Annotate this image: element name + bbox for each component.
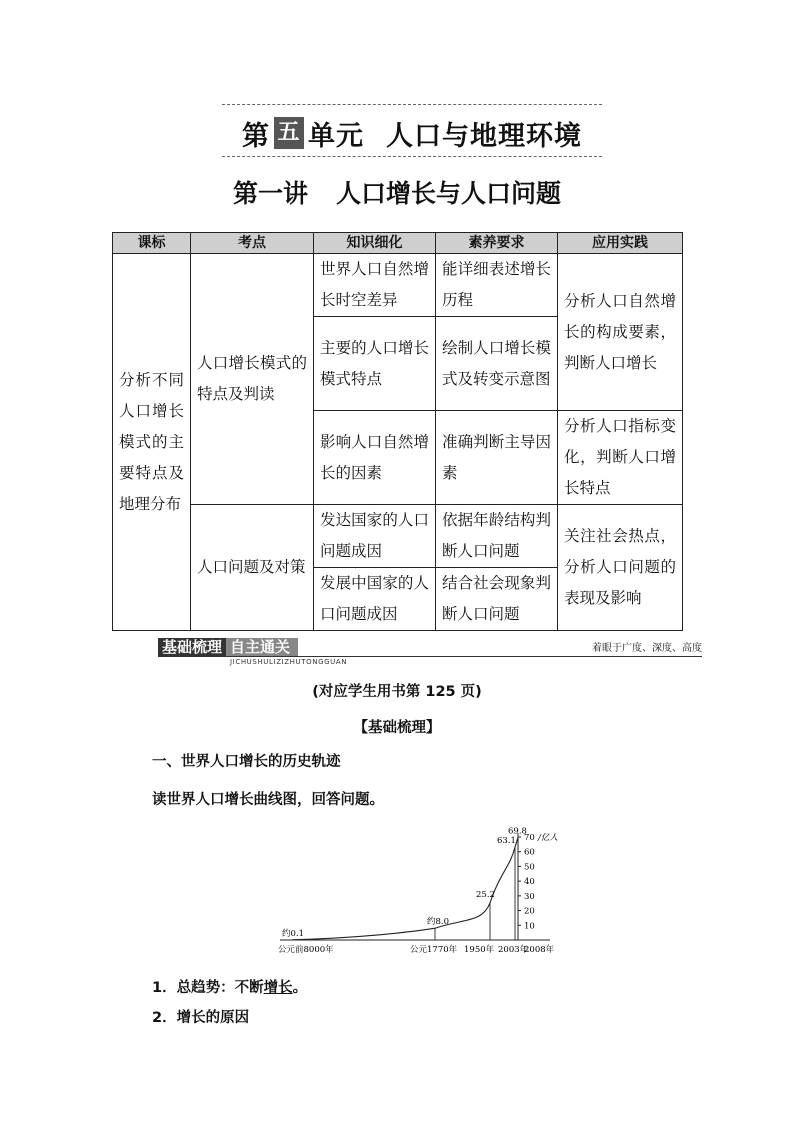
y-tick-label: 60: [524, 847, 535, 858]
banner-label-main: 基础梳理: [158, 638, 226, 656]
table-row: [113, 254, 683, 317]
point-label: 约0.1: [282, 928, 305, 939]
header-practice: 应用实践: [558, 233, 683, 254]
section-title: 一、世界人口增长的历史轨迹: [152, 754, 341, 770]
knowledge-cell: 世界人口自然增长时空差异: [314, 254, 436, 317]
unit-suffix: 单元: [308, 120, 364, 152]
instruction-text: 读世界人口增长曲线图，回答问题。: [152, 792, 384, 808]
table-row: [113, 505, 683, 568]
header-literacy: 素养要求: [436, 233, 558, 254]
y-tick-label: 10: [524, 921, 535, 932]
unit-header-top-rule: [222, 104, 602, 105]
literacy-cell: 绘制人口增长模式及转变示意图: [436, 317, 558, 411]
item-1: [152, 976, 307, 997]
x-tick-label: 公元1770年: [410, 945, 458, 955]
banner-label-sub: 自主通关: [226, 638, 298, 656]
practice-cell: 分析人口自然增长的构成要素，判断人口增长: [558, 254, 683, 411]
unit-prefix: 第: [242, 120, 270, 152]
population-growth-chart: [260, 818, 580, 966]
section-banner: [112, 636, 702, 666]
header-exam-point: 考点: [191, 233, 314, 254]
literacy-cell: 依据年龄结构判断人口问题: [436, 505, 558, 568]
x-tick-label: 2008年: [524, 945, 555, 955]
y-tick-label: 50: [524, 862, 535, 873]
banner-rule: [158, 656, 702, 657]
unit-header-bottom-rule: [222, 156, 602, 157]
unit-header: [222, 108, 602, 158]
practice-cell: 分析人口指标变化，判断人口增长特点: [558, 411, 683, 505]
header-curriculum: 课标: [113, 233, 191, 254]
curriculum-cell: 分析不同人口增长模式的主要特点及地理分布: [113, 254, 191, 631]
banner-pinyin: JICHUSHULIZIZHUTONGGUAN: [230, 658, 348, 666]
item-1-prefix: 1．总趋势：不断: [152, 980, 264, 996]
y-tick-label: 30: [524, 891, 535, 902]
lecture-title: [0, 174, 794, 210]
knowledge-cell: 发展中国家的人口问题成因: [314, 568, 436, 631]
literacy-cell: 准确判断主导因素: [436, 411, 558, 505]
topic-cell: 人口问题及对策: [191, 505, 314, 631]
literacy-cell: 结合社会现象判断人口问题: [436, 568, 558, 631]
banner-note: 着眼于广度、深度、高度: [592, 643, 702, 654]
item-2: 2．增长的原因: [152, 1010, 250, 1026]
lecture-number: 第一讲: [232, 179, 308, 208]
item-1-suffix: 。: [292, 980, 308, 996]
table-header-row: [113, 233, 683, 254]
y-tick-label: 20: [524, 906, 535, 917]
practice-cell: 关注社会热点，分析人口问题的表现及影响: [558, 505, 683, 631]
page-reference: (对应学生用书第 125 页): [312, 684, 482, 700]
knowledge-cell: 影响人口自然增长的因素: [314, 411, 436, 505]
knowledge-cell: 发达国家的人口问题成因: [314, 505, 436, 568]
population-curve: [292, 837, 518, 940]
knowledge-cell: 主要的人口增长模式特点: [314, 317, 436, 411]
topic-cell: 人口增长模式的特点及判读: [191, 254, 314, 505]
y-axis-label: /亿人: [538, 833, 558, 843]
y-tick-label: 70: [524, 833, 535, 843]
literacy-cell: 能详细表述增长历程: [436, 254, 558, 317]
unit-topic: 人口与地理环境: [386, 120, 582, 152]
sub-header: 【基础梳理】: [353, 720, 441, 736]
point-label: 约8.0: [427, 917, 450, 928]
point-label: 69.8: [508, 826, 527, 837]
x-tick-label: 1950年: [464, 945, 495, 955]
unit-number-badge: 五: [274, 117, 304, 149]
x-tick-label: 公元前8000年: [278, 945, 334, 955]
y-tick-label: 40: [524, 877, 535, 888]
standards-table: [112, 232, 683, 631]
header-knowledge: 知识细化: [314, 233, 436, 254]
item-1-answer: 增长: [263, 980, 293, 996]
lecture-topic: 人口增长与人口问题: [336, 179, 562, 208]
x-tick-label: 2003年: [498, 945, 529, 955]
point-label: 63.1: [497, 836, 516, 847]
point-label: 25.2: [476, 889, 495, 900]
